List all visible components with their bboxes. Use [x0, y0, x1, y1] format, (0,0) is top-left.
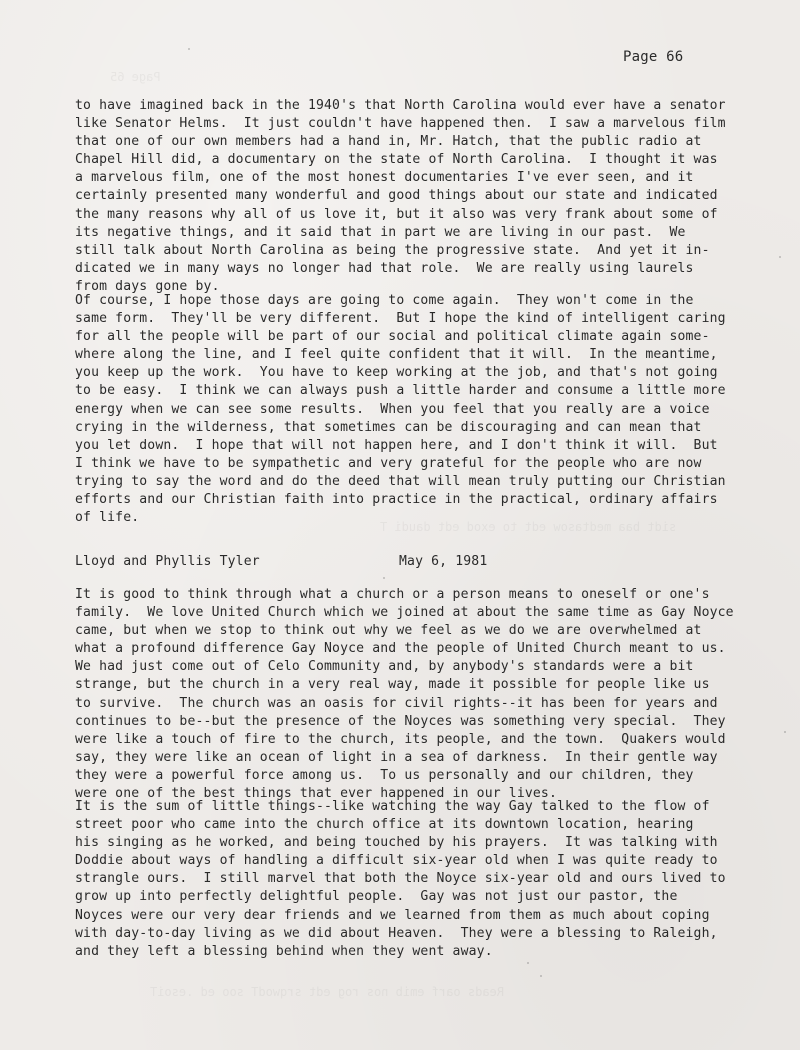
paragraph-hope-those-days [75, 292, 755, 527]
text-line: like Senator Helms. It just couldn't have happened then. I saw a marvelous film [75, 116, 726, 132]
text-line: It is the sum of little things--like watching the way Gay talked to the flow of [75, 799, 710, 814]
text-line: came, but when we stop to think out why we feel as we do we are overwhelmed at [75, 623, 702, 639]
text-line: of life. [75, 510, 140, 526]
text-line: efforts and our Christian faith into practice in the practical, ordinary affairs [75, 492, 718, 508]
text-line: its negative things, and it said that in part we are living in our past. We [75, 224, 686, 240]
text-line: you let down. I hope that will not happen here, and I don't think it will. But [75, 437, 718, 453]
text-line: strangle ours. I still marvel that both the Noyce six-year old and ours lived to [75, 871, 726, 887]
text-line: family. We love United Church which we joined at about the same time as Gay Noyce [75, 605, 734, 621]
section-author: Lloyd and Phyllis Tyler [75, 554, 260, 569]
text-line: strange, but the church in a very real way, made it possible for people like us [75, 677, 710, 693]
bleed-through-text: Page 65 [110, 70, 161, 84]
text-line: dicated we in many ways no longer had that role. We are really using laurels [75, 260, 694, 276]
text-line: for all the people will be part of our social and political climate again some- [75, 329, 710, 345]
paragraph-senator-helms [75, 97, 755, 296]
text-line: still talk about North Carolina as being the progressive state. And yet it in- [75, 242, 710, 258]
text-line: they were a powerful force among us. To us personally and our children, they [75, 767, 694, 783]
text-line: to survive. The church was an oasis for civil rights--it has been for years and [75, 695, 718, 711]
text-line: to have imagined back in the 1940's that North Carolina would ever have a senator [75, 98, 726, 113]
scan-speck [779, 256, 781, 258]
bleed-through-text: Reads oarf emib nos rog edt srqwodT soo ed .esoiT [150, 985, 505, 999]
text-line: that one of our own members had a hand in, Mr. Hatch, that the public radio at [75, 134, 702, 150]
text-line: same form. They'll be very different. But I hope the kind of intelligent caring [75, 311, 726, 327]
text-line: trying to say the word and do the deed that will mean truly putting our Christian [75, 473, 726, 489]
text-line: Noyces were our very dear friends and we learned from them as much about coping [75, 907, 710, 923]
text-line: It is good to think through what a church or a person means to oneself or one's [75, 587, 710, 602]
text-line: from days gone by. [75, 278, 220, 294]
text-line: certainly presented many wonderful and good things about our state and indicated [75, 188, 718, 204]
text-line: what a profound difference Gay Noyce and the people of United Church meant to us. [75, 641, 726, 657]
scan-speck [784, 731, 786, 733]
text-line: to be easy. I think we can always push a little harder and consume a little more [75, 383, 726, 399]
text-line: were one of the best things that ever happened in our lives. [75, 786, 557, 802]
text-line: continues to be--but the presence of the Noyces was something very special. They [75, 713, 726, 729]
scan-speck [540, 975, 542, 977]
text-line: street poor who came into the church office at its downtown location, hearing [75, 817, 694, 833]
text-line: a marvelous film, one of the most honest documentaries I've ever seen, and it [75, 170, 694, 186]
scan-speck [188, 48, 190, 50]
text-line: say, they were like an ocean of light in a sea of darkness. In their gentle way [75, 749, 718, 765]
section-date: May 6, 1981 [399, 554, 488, 569]
text-line: Chapel Hill did, a documentary on the state of North Carolina. I thought it was [75, 152, 718, 168]
text-line: the many reasons why all of us love it, but it also was very frank about some of [75, 206, 718, 222]
text-line: We had just come out of Celo Community and, by anybody's standards were a bit [75, 659, 694, 675]
text-line: Doddie about ways of handling a difficult six-year old when I was quite ready to [75, 853, 718, 869]
text-line: you keep up the work. You have to keep working at the job, and that's not going [75, 365, 718, 381]
text-line: I think we have to be sympathetic and very grateful for the people who are now [75, 455, 702, 471]
bleed-through-text: sidt baa medtasow edt to exod edt daudi T [380, 520, 677, 534]
text-line: energy when we can see some results. When you feel that you really are a voice [75, 401, 710, 417]
scan-speck [383, 577, 385, 579]
text-line: his singing as he worked, and being touched by his prayers. It was talking with [75, 835, 718, 851]
page-number: Page 66 [623, 49, 684, 65]
paragraph-united-church [75, 586, 755, 803]
paragraph-little-things [75, 798, 755, 961]
text-line: were like a touch of fire to the church, its people, and the town. Quakers would [75, 731, 726, 747]
text-line: Of course, I hope those days are going to come again. They won't come in the [75, 293, 694, 308]
text-line: crying in the wilderness, that sometimes can be discouraging and can mean that [75, 419, 702, 435]
text-line: where along the line, and I feel quite confident that it will. In the meantime, [75, 347, 718, 363]
text-line: with day-to-day living as we did about Heaven. They were a blessing to Raleigh, [75, 925, 718, 941]
text-line: grow up into perfectly delightful people. Gay was not just our pastor, the [75, 889, 678, 905]
scan-speck [527, 962, 529, 964]
text-line: and they left a blessing behind when they went away. [75, 943, 493, 959]
